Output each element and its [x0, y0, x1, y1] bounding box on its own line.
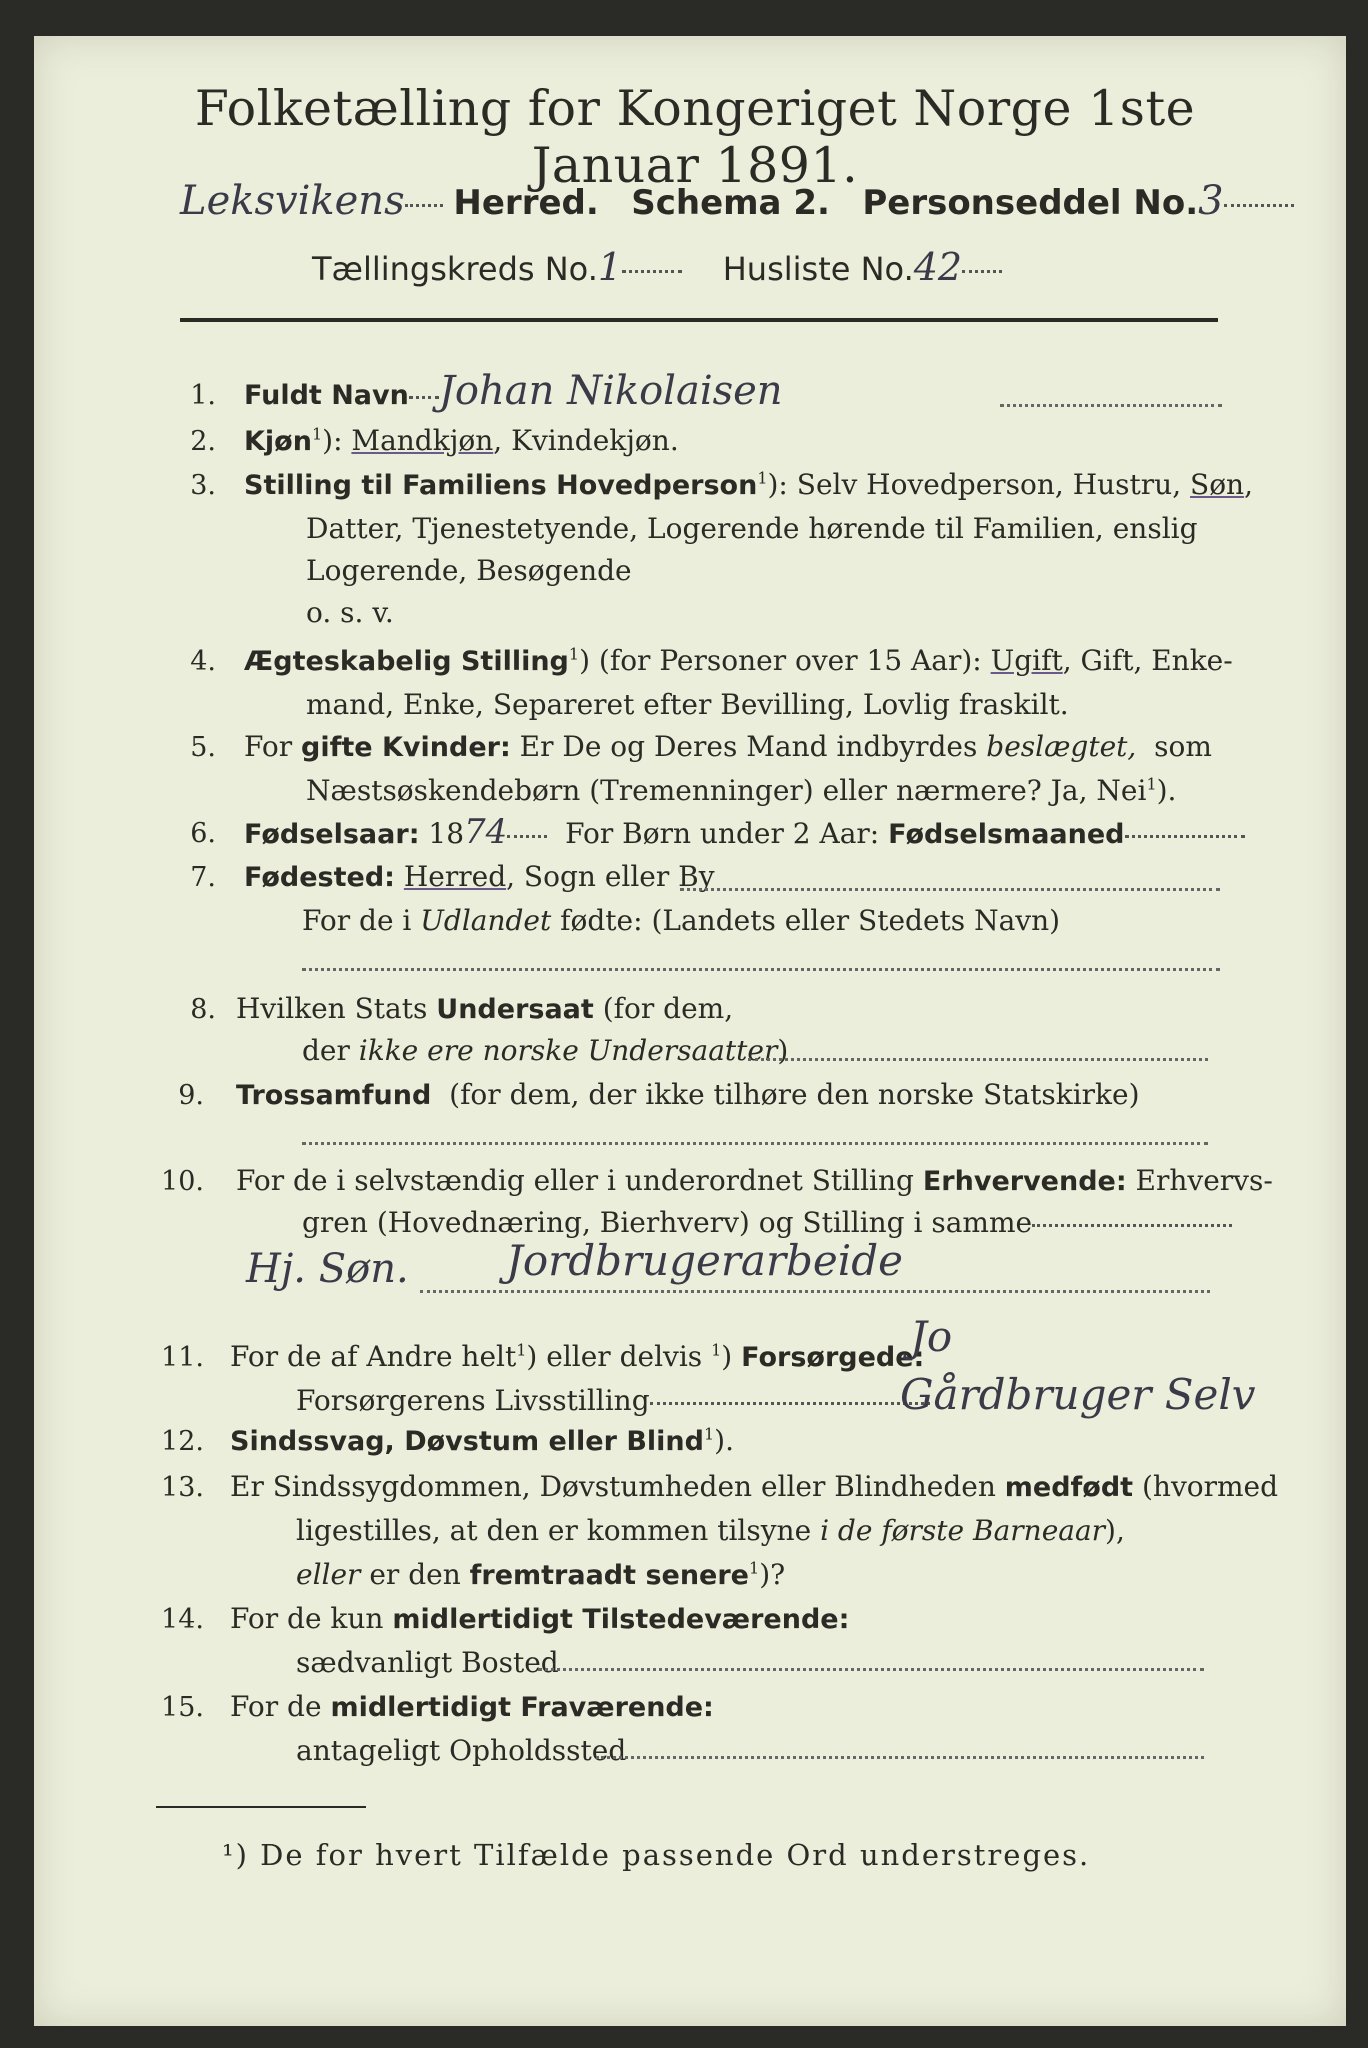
q11-text-b: ) eller delvis — [526, 1340, 703, 1373]
q6-label-2: Fødselsmaaned — [888, 819, 1125, 850]
item-number: 9. — [178, 1080, 204, 1111]
q10-text-c: gren (Hovednæring, Bierhverv) og Stilling i samme — [302, 1206, 1033, 1239]
q7-option-herred: Herred — [403, 860, 507, 893]
footnote-rule — [156, 1806, 366, 1808]
personseddel-handwritten: 3 — [1198, 178, 1224, 224]
q13-label: medfødt — [1004, 1472, 1134, 1503]
q13-text-d: er den — [369, 1558, 461, 1591]
item-number: 4. — [190, 646, 216, 677]
item-3-line-1: Stilling til Familiens Hovedperson$^1$): Selv Hovedperson, Hustru, Søn, — [244, 468, 1253, 501]
q7-text: , Sogn eller By — [506, 860, 715, 893]
q4-option-ugift: Ugift — [990, 644, 1063, 677]
q6-handwritten-year: 74 — [464, 812, 508, 852]
item-number: 10. — [161, 1166, 204, 1197]
item-6-line — [244, 812, 1245, 852]
q6-label: Fødselsaar: — [244, 819, 420, 850]
item-7-line-1 — [244, 860, 715, 893]
q2-option-kvindekjon: , Kvindekjøn. — [493, 424, 679, 457]
item-13-line-2: ligestilles, at den er kommen tilsyne i de første Barneaar), — [296, 1514, 1125, 1547]
herred-label: Herred. — [453, 183, 599, 223]
item-15-line-1 — [230, 1690, 714, 1723]
q13-label-2: fremtraadt senere — [469, 1560, 749, 1591]
q3-option-son: Søn — [1190, 468, 1245, 501]
item-10-line-2 — [302, 1206, 1232, 1239]
q14-text-b: sædvanligt Bosted — [296, 1646, 559, 1679]
q1-handwritten-name: Johan Nikolaisen — [438, 368, 783, 414]
q8-text-c: der — [302, 1034, 350, 1067]
item-number: 6. — [190, 818, 216, 849]
q11-text-c: Forsørgerens Livsstilling — [296, 1384, 650, 1417]
item-3-line-4: o. s. v. — [306, 596, 394, 629]
item-12-line: Sindssvag, Døvstum eller Blind$^1$). — [230, 1424, 734, 1457]
item-number: 14. — [161, 1604, 204, 1635]
q8-italic: ikke ere norske Undersaatter — [358, 1034, 778, 1067]
q3-comma: , — [1244, 468, 1253, 501]
husliste-handwritten: 42 — [913, 245, 963, 289]
q6-prefix: 18 — [428, 817, 465, 850]
husliste-label: Husliste No. — [722, 250, 914, 288]
item-number: 12. — [161, 1426, 204, 1457]
item-2-line: Kjøn$^1$): Mandkjøn, Kvindekjøn. — [244, 424, 679, 457]
q4-text-b: , Gift, Enke- — [1062, 644, 1233, 677]
kreds-line — [312, 245, 1002, 289]
item-13-line-3: eller er den fremtraadt senere$^1$)? — [296, 1558, 786, 1591]
q5-text-c: som — [1154, 730, 1212, 763]
footnote-mark: 1 — [311, 424, 323, 444]
item-number: 2. — [190, 426, 216, 457]
q13-italic: i de første Barneaar — [820, 1514, 1106, 1547]
item-3-line-3: Logerende, Besøgende — [306, 554, 632, 587]
q11-label: Forsørgede: — [741, 1342, 925, 1373]
q7-italic: Udlandet — [420, 904, 552, 937]
q1-label: Fuldt Navn — [244, 380, 409, 411]
q15-text: For de — [230, 1690, 322, 1723]
q13-text-c: ligestilles, at den er kommen tilsyne — [296, 1514, 812, 1547]
q5-label: gifte Kvinder: — [301, 732, 511, 763]
item-number: 5. — [190, 732, 216, 763]
q8-text: Hvilken Stats — [236, 992, 428, 1025]
item-10-line-1 — [236, 1164, 1273, 1197]
schema-label: Schema 2. — [631, 183, 830, 223]
item-7-line-2 — [302, 904, 1060, 937]
item-5-line-2: Næstsøskendebørn (Tremenninger) eller nærmere? Ja, Nei$^1$). — [306, 774, 1177, 807]
q2-label: Kjøn — [244, 426, 312, 457]
item-13-line-1 — [230, 1470, 1278, 1503]
item-9-line-1 — [236, 1078, 1140, 1111]
item-11-line-2 — [296, 1384, 930, 1417]
personseddel-label: Personseddel No. — [862, 183, 1199, 223]
q9-text: (for dem, der ikke tilhøre den norske Statskirke) — [449, 1078, 1140, 1111]
q13-text-b: (hvormed — [1141, 1470, 1279, 1503]
q15-label: midlertidigt Fraværende: — [330, 1692, 714, 1723]
item-number: 11. — [161, 1342, 204, 1373]
header-rule — [180, 318, 1218, 322]
q15-text-b: antageligt Opholdssted — [296, 1734, 627, 1767]
q5-italic: beslægtet, — [986, 730, 1137, 763]
q11-handwritten-1: Jo — [910, 1312, 953, 1361]
q13-italic-b: eller — [296, 1558, 361, 1591]
q7-label: Fødested: — [244, 862, 395, 893]
footnote: ¹) De for hvert Tilfælde passende Ord understreges. — [222, 1838, 1091, 1872]
herred-line — [180, 178, 1294, 224]
item-5-line-1 — [244, 730, 1212, 763]
item-number: 7. — [190, 862, 216, 893]
item-number: 13. — [161, 1472, 204, 1503]
q11-handwritten-2: Gårdbruger Selv — [900, 1370, 1256, 1419]
item-4-line-2: mand, Enke, Separeret efter Bevilling, Lovlig fraskilt. — [306, 688, 1069, 721]
q9-label: Trossamfund — [236, 1080, 432, 1111]
q10-handwritten-1: Hj. Søn. — [246, 1246, 409, 1292]
q12-label: Sindssvag, Døvstum eller Blind — [230, 1426, 704, 1457]
kreds-label: Tællingskreds No. — [312, 250, 598, 288]
q11-text: For de af Andre helt — [230, 1340, 517, 1373]
q2-option-mandkjon: Mandkjøn — [351, 424, 494, 457]
census-form-sheet — [34, 36, 1346, 2026]
q10-text-b: Erhvervs- — [1135, 1164, 1273, 1197]
q3-label: Stilling til Familiens Hovedperson — [244, 470, 758, 501]
q14-label: midlertidigt Tilstedeværende: — [392, 1604, 850, 1635]
q7-text-c: fødte: (Landets eller Stedets Navn) — [560, 904, 1061, 937]
item-8-line-1 — [236, 992, 733, 1025]
q8-label: Undersaat — [436, 994, 594, 1025]
item-14-line-1 — [230, 1602, 849, 1635]
q10-text: For de i selvstændig eller i underordnet Stilling — [236, 1164, 914, 1197]
item-8-line-2: der ikke ere norske Undersaatter) — [302, 1034, 789, 1067]
q4-label: Ægteskabelig Stilling — [244, 646, 569, 677]
kreds-handwritten: 1 — [597, 245, 623, 289]
q7-text-b: For de i — [302, 904, 412, 937]
form-title: Folketælling for Kongeriget Norge 1ste Januar 1891. — [194, 80, 1196, 194]
q8-text-b: (for dem, — [602, 992, 734, 1025]
q6-text: For Børn under 2 Aar: — [565, 817, 880, 850]
q14-text: For de kun — [230, 1602, 384, 1635]
q13-text: Er Sindssygdommen, Døvstumheden eller Blindheden — [230, 1470, 996, 1503]
q5-text: For — [244, 730, 293, 763]
item-14-line-2 — [296, 1646, 559, 1679]
item-1-line — [244, 368, 783, 414]
q5-text-b: Er De og Deres Mand indbyrdes — [519, 730, 978, 763]
item-number: 1. — [190, 380, 216, 411]
item-15-line-2 — [296, 1734, 626, 1767]
item-4-line-1: Ægteskabelig Stilling$^1$) (for Personer over 15 Aar): Ugift, Gift, Enke- — [244, 644, 1233, 677]
item-number: 15. — [161, 1692, 204, 1723]
herred-handwritten: Leksvikens — [180, 178, 405, 224]
item-11-line-1: For de af Andre helt$^1$) eller delvis $^1$) Forsørgede: — [230, 1340, 925, 1373]
q3-text: ): Selv Hovedperson, Hustru, — [767, 468, 1182, 501]
q10-label: Erhvervende: — [922, 1166, 1127, 1197]
item-3-line-2: Datter, Tjenestetyende, Logerende hørende til Familien, enslig — [306, 512, 1198, 545]
q10-handwritten-2: Jordbrugerarbeide — [506, 1236, 903, 1285]
q5-text-d: Næstsøskendebørn (Tremenninger) eller nærmere? Ja, Nei — [306, 774, 1147, 807]
item-number: 3. — [190, 470, 216, 501]
q4-text: ) (for Personer over 15 Aar): — [579, 644, 982, 677]
item-number: 8. — [190, 994, 216, 1025]
